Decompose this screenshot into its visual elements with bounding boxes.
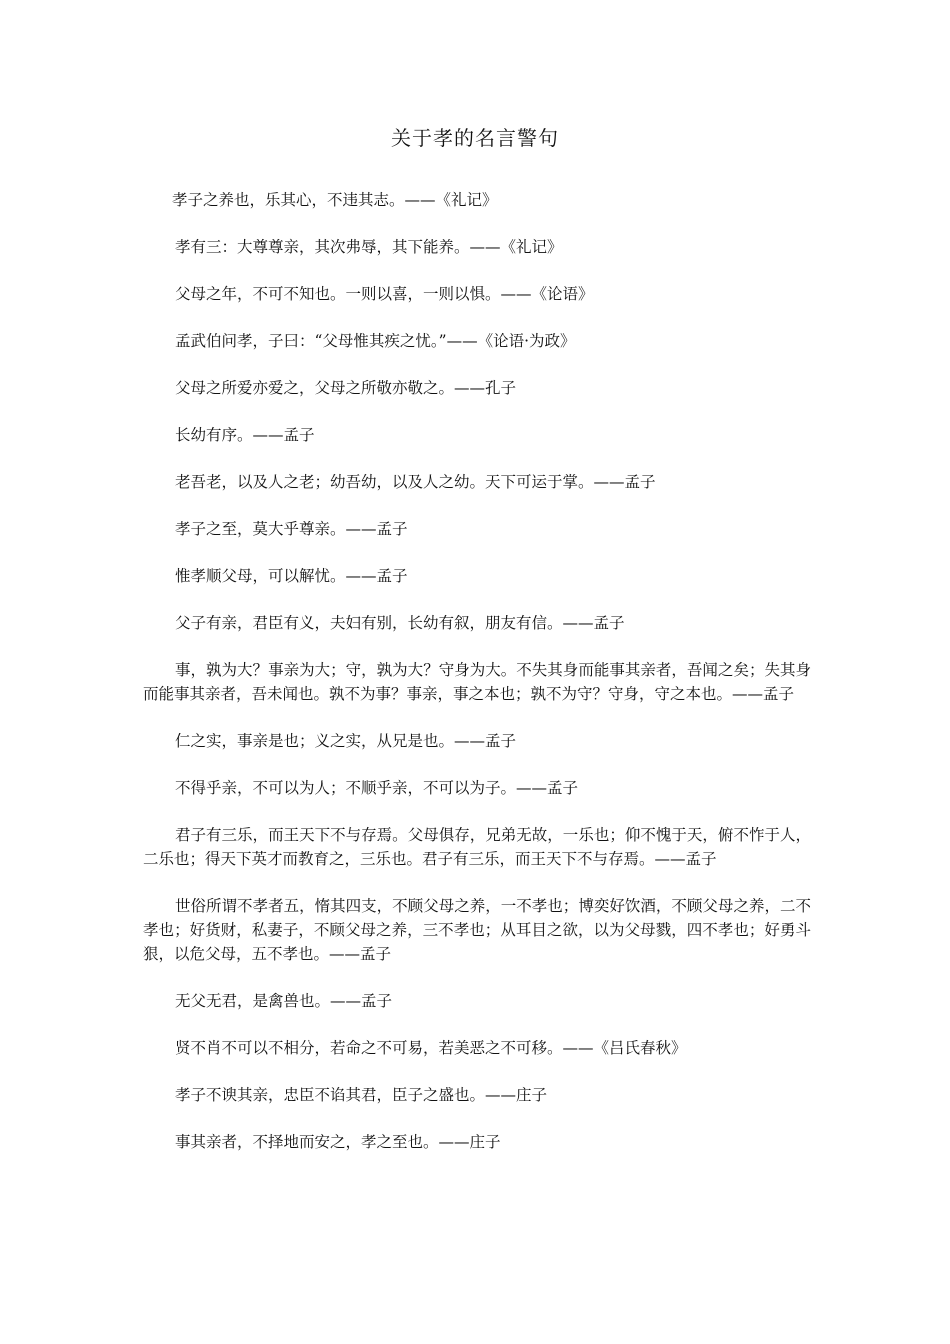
quote-paragraph: 仁之实，事亲是也；义之实，从兄是也。——孟子 (175, 732, 517, 750)
quote-paragraph: 无父无君，是禽兽也。——孟子 (175, 992, 393, 1010)
quote-paragraph: 长幼有序。——孟子 (175, 426, 315, 444)
quote-paragraph: 事其亲者，不择地而安之，孝之至也。——庄子 (175, 1133, 501, 1151)
quote-paragraph: 不得乎亲，不可以为人；不顺乎亲，不可以为子。——孟子 (175, 779, 579, 797)
quote-paragraph: 孟武伯问孝，子曰：“父母惟其疾之忧。”——《论语·为政》 (175, 332, 576, 350)
quote-paragraph: 老吾老，以及人之老；幼吾幼，以及人之幼。天下可运于掌。——孟子 (175, 473, 656, 491)
quote-paragraph: 父母之年，不可不知也。一则以喜，一则以惧。——《论语》 (175, 285, 594, 303)
quote-paragraph: 孝子之至，莫大乎尊亲。——孟子 (175, 520, 408, 538)
quote-paragraph: 父母之所爱亦爱之，父母之所敬亦敬之。——孔子 (175, 379, 517, 397)
document-body (143, 188, 811, 1177)
quote-paragraph: 孝有三：大尊尊亲，其次弗辱，其下能养。——《礼记》 (175, 238, 563, 256)
quote-paragraph: 事，孰为大？事亲为大；守，孰为大？守身为大。不失其身而能事其亲者，吾闻之矣；失其身而能事其亲者，吾未闻也。孰不为事？事亲，事之本也；孰不为守？守身，守之本也。——孟子 (143, 661, 811, 703)
quote-paragraph: 君子有三乐，而王天下不与存焉。父母俱存，兄弟无故，一乐也；仰不愧于天，俯不怍于人，二乐也；得天下英才而教育之，三乐也。君子有三乐，而王天下不与存焉。——孟子 (143, 826, 811, 868)
quote-paragraph: 贤不肖不可以不相分，若命之不可易，若美恶之不可移。——《吕氏春秋》 (175, 1039, 687, 1057)
quote-paragraph: 父子有亲，君臣有义，夫妇有别，长幼有叙，朋友有信。——孟子 (175, 614, 625, 632)
quote-paragraph: 孝子之养也，乐其心，不违其志。——《礼记》 (172, 191, 498, 209)
quote-paragraph: 惟孝顺父母，可以解忧。——孟子 (175, 567, 408, 585)
quote-paragraph: 世俗所谓不孝者五，惰其四支，不顾父母之养，一不孝也；博奕好饮酒，不顾父母之养，二不孝也；好货财，私妻子，不顾父母之养，三不孝也；从耳目之欲，以为父母戮，四不孝也；好勇斗狠，以危父母，五不孝也。——孟子 (143, 897, 811, 963)
document-title: 关于孝的名言警句 (391, 126, 559, 150)
quote-paragraph: 孝子不谀其亲，忠臣不谄其君，臣子之盛也。——庄子 (175, 1086, 548, 1104)
